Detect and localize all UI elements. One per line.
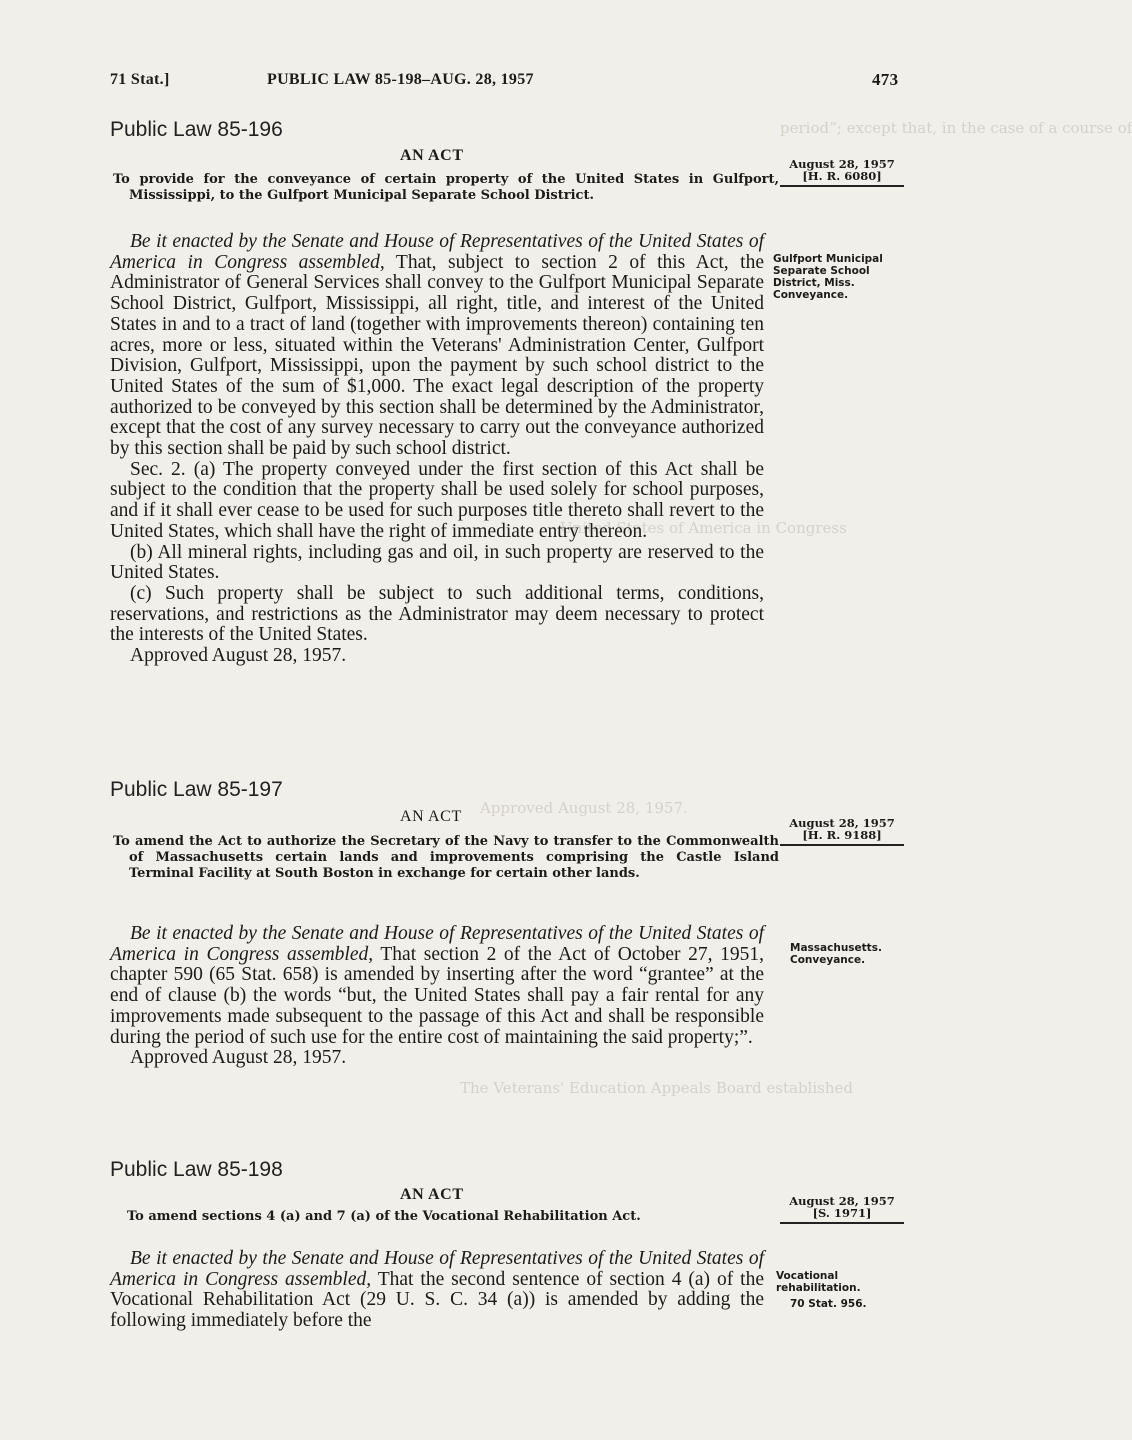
bleed-through-text: The Veterans' Education Appeals Board established: [460, 1079, 853, 1097]
date-rule: [780, 844, 904, 846]
bleed-through-text: Approved August 28, 1957.: [480, 799, 688, 817]
bleed-through-text: United States of America in Congress: [560, 519, 847, 537]
section-1: [110, 1249, 764, 1332]
section-1: [110, 232, 764, 460]
bleed-through-text: period”; except that, in the case of a course of: [780, 119, 1132, 137]
margin-note: Vocational rehabilitation.: [776, 1270, 861, 1294]
section-1: [110, 924, 764, 1048]
an-act-heading: AN ACT: [400, 147, 464, 164]
an-act-heading: AN ACT: [400, 808, 462, 825]
date-rule: [780, 185, 904, 187]
section-1-text: That, subject to section 2 of this Act, the Administrator of General Services shall convey to the Gulfport Municipal Separate School District, Gulfport, Mississippi, all right, title, and interest of the United States in and to a tract of land (together with improvements thereon) containing ten acres, more or less, situated within the Veterans' Administration Center, Gulfport Division, Gulfport, Mississippi, upon the payment by such school district to the United States of the sum of $1,000. The exact legal description of the property authorized to be conveyed by this section shall be determined by the Administrator, except that the cost of any survey necessary to carry out the conveyance authorized by this section shall be paid by such school district.: [110, 251, 764, 460]
enacting-clause: Be it enacted by the Senate and House of Representatives of the United States of America in Congress assembled,: [110, 231, 764, 273]
law-title: Public Law 85-196: [110, 118, 283, 141]
act-body: [110, 1249, 764, 1332]
act-date: August 28, 1957: [789, 157, 895, 171]
section-1-text: That the second sentence of section 4 (a) of the Vocational Rehabilitation Act (29 U. S. C. 34 (a)) is amended by adding the following immediately before the: [110, 1268, 764, 1332]
running-head-title: PUBLIC LAW 85-198–AUG. 28, 1957: [267, 71, 534, 88]
act-purpose: To amend the Act to authorize the Secretary of the Navy to transfer to the Commonwealth of Massachusetts certain lands and improvements comprising the Castle Island Terminal Facility at South Boston in exchange for certain other lands.: [113, 834, 779, 881]
law-title: Public Law 85-197: [110, 778, 283, 801]
act-purpose: To provide for the conveyance of certain property of the United States in Gulfport, Mississippi, to the Gulfport Municipal Separate School District.: [113, 172, 779, 203]
act-date: August 28, 1957: [789, 816, 895, 830]
act-body: [110, 232, 764, 667]
enacting-clause: Be it enacted by the Senate and House of Representatives of the United States of America in Congress assembled,: [110, 1248, 764, 1290]
bill-number: [H. R. 9188]: [802, 828, 882, 842]
act-purpose: To amend sections 4 (a) and 7 (a) of the Vocational Rehabilitation Act.: [127, 1209, 641, 1224]
act-date: August 28, 1957: [789, 1194, 895, 1208]
section-label: Sec. 2.: [130, 458, 186, 480]
date-rule: [780, 1222, 904, 1224]
running-head-left: 71 Stat.]: [110, 71, 170, 88]
section-2b: (b) All mineral rights, including gas and oil, in such property are reserved to the United States.: [110, 541, 764, 584]
bill-number: [S. 1971]: [812, 1206, 872, 1220]
section-1-text: That section 2 of the Act of October 27, 1951, chapter 590 (65 Stat. 658) is amended by inserting after the word “grantee” at the end of clause (b) the words “but, the United States shall pay a fair rental for any improvements made subsequent to the passage of this Act and shall be responsible during the period of such use for the entire cost of maintaining the said property;”.: [110, 943, 765, 1048]
approval-line: Approved August 28, 1957.: [130, 645, 347, 667]
statute-citation: 70 Stat. 956.: [790, 1298, 867, 1310]
an-act-heading: AN ACT: [400, 1186, 464, 1203]
margin-note: Massachusetts. Conveyance.: [790, 942, 882, 966]
page-number: 473: [872, 70, 899, 89]
act-body: [110, 924, 764, 1069]
enacting-clause: Be it enacted by the Senate and House of Representatives of the United States of America in Congress assembled,: [110, 923, 764, 965]
section-2a-text: (a) The property conveyed under the first section of this Act shall be subject to the condition that the property shall be used solely for school purposes, and if it shall ever cease to be used for such purposes title thereto shall revert to the United States, which shall have the right of immediate entry thereon.: [110, 458, 765, 542]
section-2a: [110, 460, 764, 543]
approval-line: Approved August 28, 1957.: [130, 1047, 347, 1069]
section-2c: (c) Such property shall be subject to such additional terms, conditions, reservations, and restrictions as the Administrator may deem necessary to protect the interests of the United States.: [110, 582, 764, 646]
margin-note: Gulfport Municipal Separate School District, Miss. Conveyance.: [773, 253, 883, 301]
law-title: Public Law 85-198: [110, 1158, 283, 1181]
bill-number: [H. R. 6080]: [802, 169, 882, 183]
